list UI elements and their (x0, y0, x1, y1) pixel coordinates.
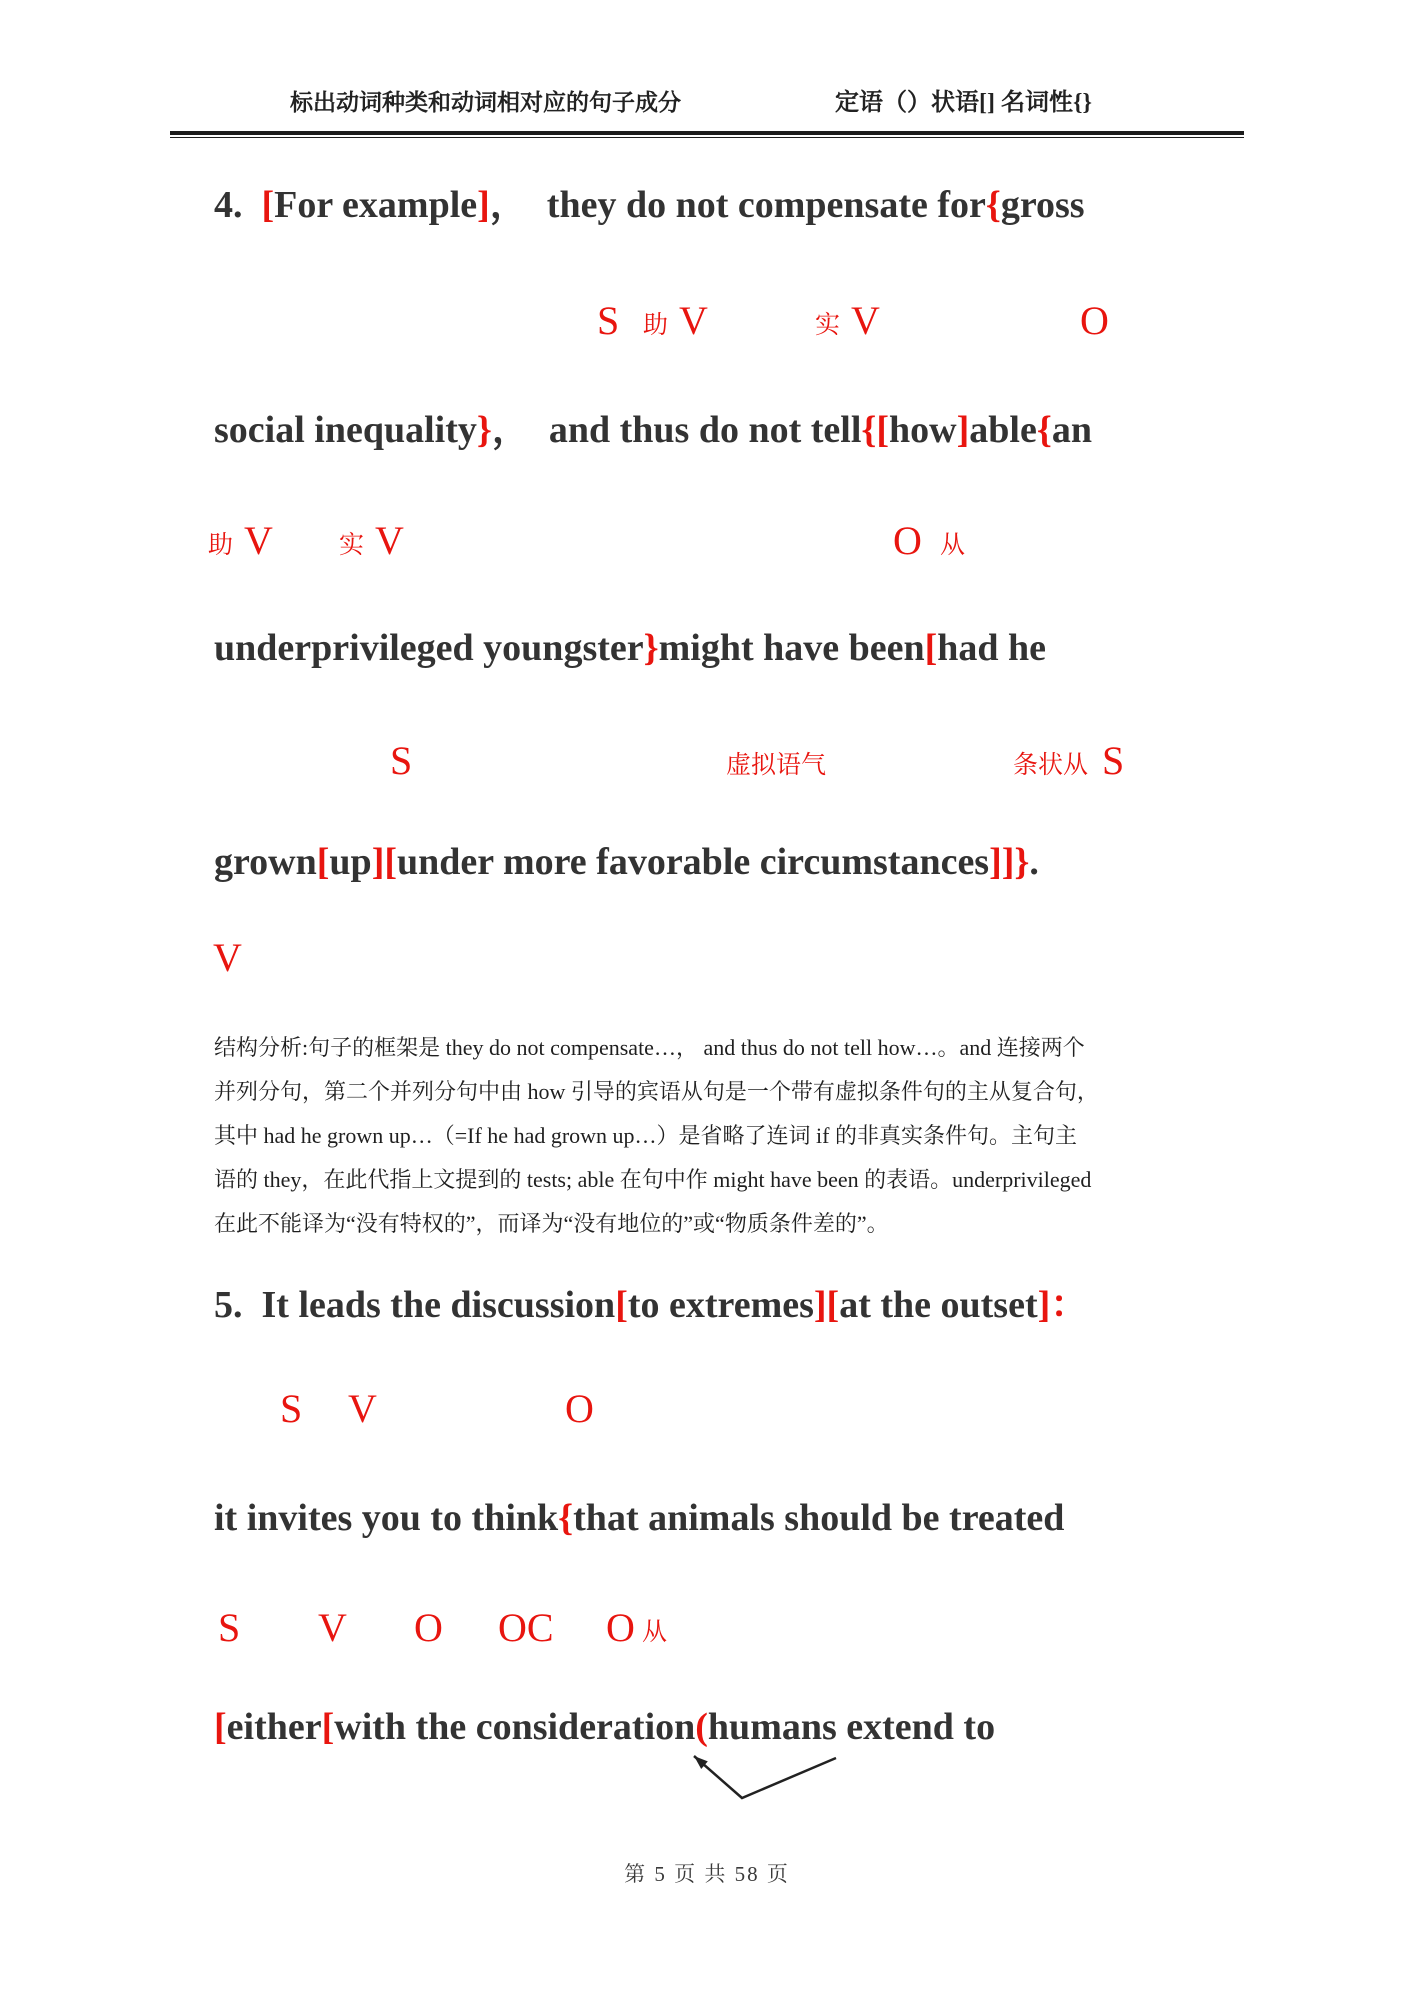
sentence-text: up (329, 841, 372, 883)
sentence-text: humans extend to (707, 1706, 996, 1748)
grammar-bracket: { (558, 1497, 574, 1539)
analysis-line: 并列分句，第二个并列分句中由 how 引导的宾语从句是一个带有虚拟条件句的主从复合句， (214, 1079, 1099, 1104)
sentence-text: that animals should be treated (573, 1497, 1065, 1539)
grammar-label: 条状从 (1013, 752, 1089, 779)
grammar-label: S (218, 1605, 241, 1650)
sentence-5-line-1 (214, 1278, 1088, 1332)
grammar-bracket: [ (924, 627, 938, 669)
header-title-left: 标出动词种类和动词相对应的句子成分 (290, 90, 681, 115)
sentence-text: 4. (214, 184, 262, 226)
sentence-text: to extremes (627, 1284, 814, 1326)
grammar-label: V (348, 1386, 377, 1431)
grammar-bracket: ]： (1037, 1284, 1089, 1326)
grammar-bracket: } (476, 409, 492, 451)
header-rule-thin-line (170, 137, 1244, 138)
sentence-text: social inequality (214, 409, 477, 451)
sentence-text: ， they do not compensate for (489, 184, 986, 226)
sentence-text: For example (274, 184, 478, 226)
grammar-label: OC (498, 1605, 554, 1650)
grammar-label: 实 (815, 312, 841, 339)
grammar-bracket: ][ (813, 1284, 840, 1326)
grammar-bracket: ] (956, 409, 970, 451)
sentence-4-line-3 (214, 621, 1046, 675)
grammar-label: O (414, 1605, 443, 1650)
sentence-text: it invites you to think (214, 1497, 559, 1539)
annotation-row-s4-2 (0, 507, 1414, 563)
sentence-text: ， and thus do not tell (491, 409, 862, 451)
grammar-bracket: ]]} (989, 841, 1030, 883)
grammar-label: O (565, 1386, 594, 1431)
sentence-text: with the consideration (334, 1706, 696, 1748)
grammar-bracket: [ (214, 1706, 227, 1748)
grammar-label: 虚拟语气 (726, 752, 827, 779)
grammar-label: 实 (339, 532, 365, 559)
sentence-text: an (1051, 409, 1092, 451)
grammar-label: 从 (940, 532, 966, 559)
grammar-bracket: [ (615, 1284, 628, 1326)
sentence-text: . (1029, 841, 1039, 883)
analysis-line: 语的 they，在此代指上文提到的 tests; able 在句中作 might have been 的表语。underprivileged (214, 1167, 1092, 1192)
sentence-4-line-1 (214, 178, 1085, 232)
page-number-footer: 第 5 页 共 58 页 (624, 1862, 790, 1886)
grammar-bracket: ][ (371, 841, 398, 883)
annotation-row-s4-1 (0, 287, 1414, 343)
sentence-text: 5. It leads the discussion (214, 1284, 616, 1326)
analysis-line: 其中 had he grown up…（=If he had grown up…）是省略了连词 if 的非真实条件句。主句主 (214, 1123, 1077, 1148)
grammar-label: S (280, 1386, 303, 1431)
grammar-label: V (851, 298, 880, 343)
sentence-5-line-2 (214, 1491, 1064, 1545)
grammar-bracket: { (1036, 409, 1052, 451)
header-rule-thick-line (170, 131, 1244, 135)
grammar-bracket: [ (321, 1706, 335, 1748)
sentence-text: either (226, 1706, 322, 1748)
grammar-label: S (597, 298, 620, 343)
grammar-label: V (244, 518, 273, 563)
grammar-bracket: {[ (861, 409, 890, 451)
grammar-label: 从 (642, 1619, 668, 1646)
sentence-text: under more favorable circumstances (397, 841, 990, 883)
sentence-text: at the outset (839, 1284, 1038, 1326)
annotation-row-s4-3 (0, 727, 1414, 783)
grammar-label: V (375, 518, 404, 563)
header-legend-right: 定语（）状语[] 名词性{} (835, 90, 1092, 116)
analysis-line: 在此不能译为“没有特权的”，而译为“没有地位的”或“物质条件差的”。 (214, 1211, 889, 1236)
grammar-label: S (1102, 738, 1125, 783)
grammar-bracket: ( (695, 1706, 708, 1748)
annotation-row-s5-2 (0, 1594, 1414, 1650)
grammar-label: O (606, 1605, 635, 1650)
grammar-label: V (213, 935, 242, 980)
sentence-text: grown (214, 841, 317, 883)
sentence-4-line-4 (214, 835, 1039, 889)
grammar-label: V (679, 298, 708, 343)
annotation-row-s4-4 (0, 924, 1414, 980)
grammar-label: 助 (208, 532, 234, 559)
sentence-text: how (889, 409, 957, 451)
grammar-label: S (390, 738, 413, 783)
sentence-text: might have been (658, 627, 925, 669)
grammar-bracket: ] (477, 184, 490, 226)
sentence-text: underprivileged youngster (214, 627, 644, 669)
grammar-bracket: { (985, 184, 1001, 226)
grammar-bracket: [ (261, 184, 275, 226)
grammar-bracket: } (643, 627, 659, 669)
sentence-4-line-2 (214, 403, 1092, 457)
header-rule (170, 131, 1244, 138)
sentence-text: gross (1000, 184, 1085, 226)
sentence-text: had he (937, 627, 1047, 669)
grammar-label: O (1080, 298, 1109, 343)
grammar-label: V (318, 1605, 347, 1650)
callout-arrow (680, 1740, 850, 1810)
grammar-bracket: [ (316, 841, 330, 883)
sentence-text: able (969, 409, 1037, 451)
grammar-label: 助 (643, 312, 669, 339)
annotation-row-s5-1 (0, 1375, 1414, 1431)
analysis-line: 结构分析:句子的框架是 they do not compensate…， and thus do not tell how…。and 连接两个 (214, 1035, 1085, 1060)
grammar-label: O (893, 518, 922, 563)
sentence-5-line-3 (214, 1700, 995, 1754)
